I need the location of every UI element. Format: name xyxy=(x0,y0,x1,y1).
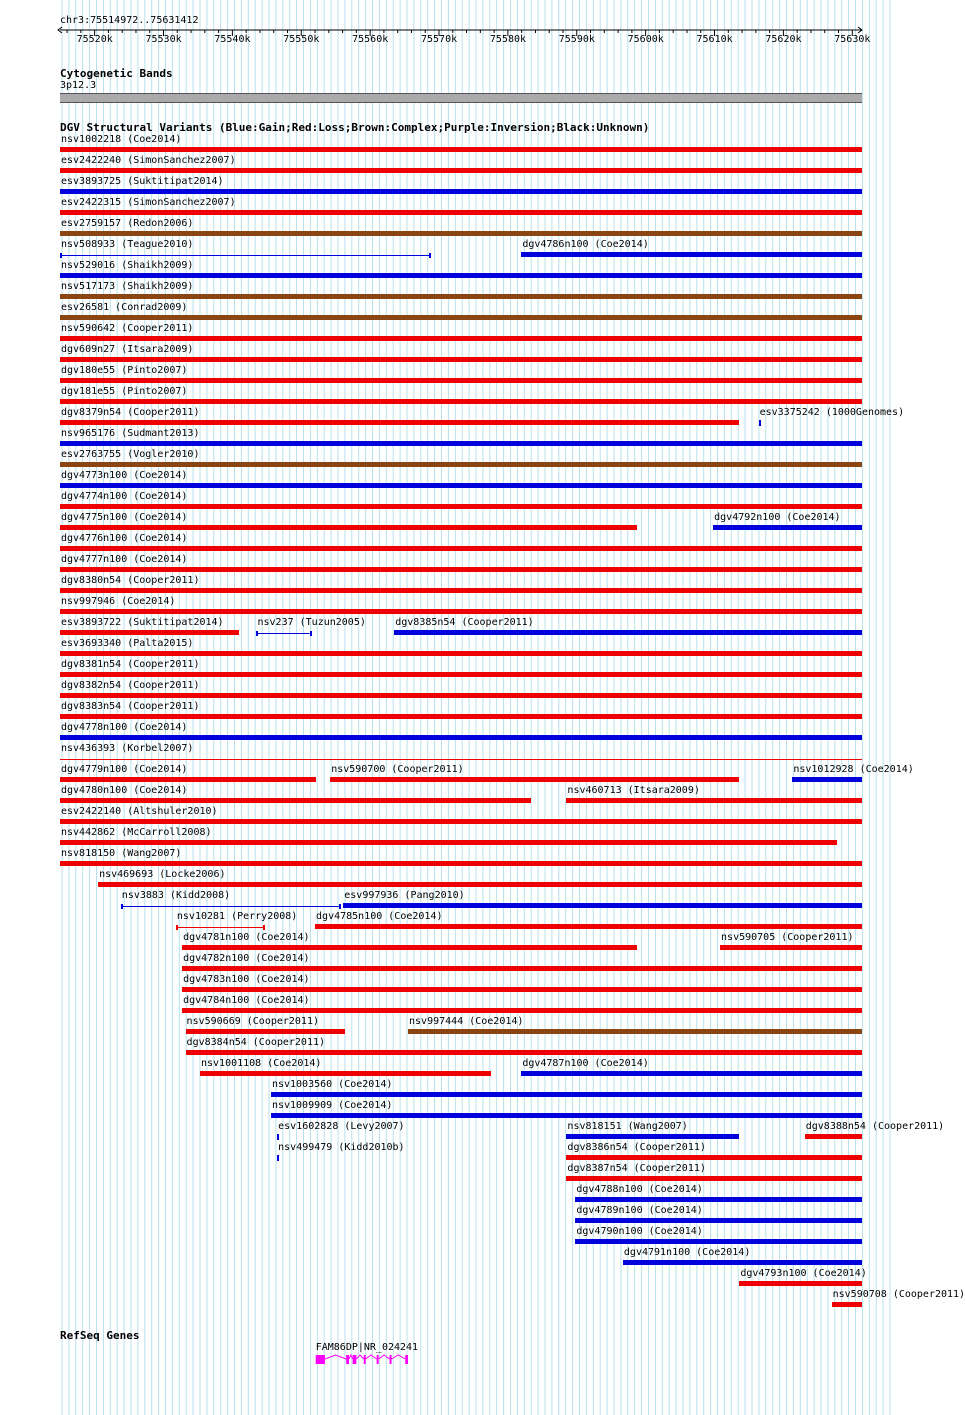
variant-label: esv2759157 (Redon2006) xyxy=(61,218,194,229)
variant-label: nsv1009909 (Coe2014) xyxy=(271,1100,393,1111)
variant-label: dgv8380n54 (Cooper2011) xyxy=(61,575,200,586)
variant-label: nsv517173 (Shaikh2009) xyxy=(61,281,194,292)
ruler-tick-label: 75560k xyxy=(352,34,389,45)
variant-label: nsv529016 (Shaikh2009) xyxy=(61,260,194,271)
variant-label: nsv590642 (Cooper2011) xyxy=(61,323,194,334)
variant-label: dgv4781n100 (Coe2014) xyxy=(183,932,310,943)
variant-label: nsv3883 (Kidd2008) xyxy=(121,890,231,901)
variant-label: dgv4780n100 (Coe2014) xyxy=(61,785,188,796)
variant-label: dgv4779n100 (Coe2014) xyxy=(61,764,188,775)
gene-exon xyxy=(390,1355,392,1364)
gene-exon xyxy=(316,1355,325,1364)
variant-label: nsv460713 (Itsara2009) xyxy=(567,785,700,796)
variant-label: nsv590669 (Cooper2011) xyxy=(186,1016,319,1027)
variant-label: dgv4790n100 (Coe2014) xyxy=(576,1226,703,1237)
variant-label: nsv1001108 (Coe2014) xyxy=(201,1058,322,1069)
variant-label: nsv818150 (Wang2007) xyxy=(61,848,182,859)
gene-label: FAM86DP|NR_024241 xyxy=(315,1342,419,1353)
cytoband-track-title: Cytogenetic Bands xyxy=(60,67,173,80)
variant-label: dgv4775n100 (Coe2014) xyxy=(61,512,188,523)
variant-label: dgv4777n100 (Coe2014) xyxy=(61,554,188,565)
gene-exon xyxy=(377,1355,379,1364)
variant-label: esv2763755 (Vogler2010) xyxy=(61,449,200,460)
variant-label: nsv436393 (Korbel2007) xyxy=(61,743,194,754)
variant-label: esv2422140 (Altshuler2010) xyxy=(61,806,218,817)
variant-label: dgv4788n100 (Coe2014) xyxy=(576,1184,703,1195)
ruler-tick-label: 75610k xyxy=(696,34,733,45)
ruler-tick-label: 75540k xyxy=(214,34,251,45)
variant-label: esv3893725 (Suktitipat2014) xyxy=(61,176,224,187)
variant-label: nsv469693 (Locke2006) xyxy=(99,869,226,880)
variant-label: dgv8385n54 (Cooper2011) xyxy=(395,617,534,628)
ruler-tick-label: 75620k xyxy=(765,34,802,45)
variant-label: esv3893722 (Suktitipat2014) xyxy=(61,617,224,628)
gene-exon xyxy=(364,1355,366,1364)
variant-label: dgv4786n100 (Coe2014) xyxy=(522,239,649,250)
variant-label: nsv590705 (Cooper2011) xyxy=(721,932,854,943)
variant-label: nsv1002218 (Coe2014) xyxy=(61,134,182,145)
variant-label: nsv237 (Tuzun2005) xyxy=(257,617,366,628)
gene-exon xyxy=(353,1355,357,1364)
variant-label: dgv8379n54 (Cooper2011) xyxy=(61,407,200,418)
ruler-tick-label: 75530k xyxy=(145,34,182,45)
variant-label: dgv4784n100 (Coe2014) xyxy=(183,995,310,1006)
dgv-track-title: DGV Structural Variants (Blue:Gain;Red:Loss;Brown:Complex;Purple:Inversion;Black:Unknown) xyxy=(60,121,650,134)
gene-exon xyxy=(405,1355,408,1364)
refseq-track-title: RefSeq Genes xyxy=(60,1329,140,1342)
variant-label: dgv4787n100 (Coe2014) xyxy=(522,1058,649,1069)
ruler-tick-label: 75570k xyxy=(421,34,458,45)
variant-label: dgv4778n100 (Coe2014) xyxy=(61,722,188,733)
variant-label: nsv1003560 (Coe2014) xyxy=(271,1079,393,1090)
variant-label: dgv4792n100 (Coe2014) xyxy=(714,512,841,523)
variant-label: dgv4773n100 (Coe2014) xyxy=(61,470,188,481)
gene-intron xyxy=(378,1355,389,1359)
gene-intron xyxy=(391,1355,405,1359)
variant-label: nsv442862 (McCarroll2008) xyxy=(61,827,212,838)
variant-label: esv3375242 (1000Genomes) xyxy=(759,407,905,418)
variant-label: nsv965176 (Sudmant2013) xyxy=(61,428,200,439)
variant-label: nsv508933 (Teague2010) xyxy=(61,239,194,250)
ruler-tick-label: 75580k xyxy=(489,34,527,45)
ruler-tick-label: 75550k xyxy=(283,34,320,45)
variant-label: esv1602828 (Levy2007) xyxy=(278,1121,405,1132)
variant-label: dgv8387n54 (Cooper2011) xyxy=(567,1163,706,1174)
variant-label: esv2422240 (SimonSanchez2007) xyxy=(61,155,236,166)
ruler-tick-label: 75590k xyxy=(558,34,595,45)
variant-label: esv3693340 (Palta2015) xyxy=(61,638,194,649)
variant-label: nsv499479 (Kidd2010b) xyxy=(278,1142,405,1153)
ruler-position-label: chr3:75514972..75631412 xyxy=(60,15,199,26)
variant-label: dgv4782n100 (Coe2014) xyxy=(183,953,310,964)
variant-label: dgv8384n54 (Cooper2011) xyxy=(186,1037,326,1048)
variant-label: dgv8382n54 (Cooper2011) xyxy=(61,680,200,691)
cytoband-label: 3p12.3 xyxy=(60,80,97,91)
gene-exon xyxy=(346,1355,349,1364)
variant-label: dgv4785n100 (Coe2014) xyxy=(316,911,443,922)
variant-label: dgv4791n100 (Coe2014) xyxy=(623,1247,751,1258)
variant-label: esv2422315 (SimonSanchez2007) xyxy=(61,197,236,208)
variant-label: esv997936 (Pang2010) xyxy=(344,890,465,901)
ruler-tick-label: 75600k xyxy=(627,34,664,45)
ruler-tick-label: 75520k xyxy=(76,34,113,45)
variant-label: dgv609n27 (Itsara2009) xyxy=(61,344,194,355)
ruler-tick-label: 75630k xyxy=(834,34,871,45)
variant-label: nsv10281 (Perry2008) xyxy=(176,911,298,922)
gene-intron xyxy=(356,1355,363,1359)
variant-label: nsv590700 (Cooper2011) xyxy=(331,764,464,775)
variant-label: dgv4774n100 (Coe2014) xyxy=(61,491,188,502)
gene-intron xyxy=(325,1355,346,1359)
variant-label: dgv4793n100 (Coe2014) xyxy=(740,1268,867,1279)
variant-label: nsv590708 (Cooper2011) xyxy=(832,1289,965,1300)
variant-label: dgv4783n100 (Coe2014) xyxy=(183,974,310,985)
variant-label: dgv181e55 (Pinto2007) xyxy=(61,386,188,397)
variant-label: dgv8383n54 (Cooper2011) xyxy=(61,701,200,712)
variant-label: dgv8381n54 (Cooper2011) xyxy=(61,659,200,670)
variant-label: dgv8386n54 (Cooper2011) xyxy=(567,1142,706,1153)
variant-label: dgv4776n100 (Coe2014) xyxy=(61,533,188,544)
variant-label: dgv180e55 (Pinto2007) xyxy=(61,365,188,376)
variant-label: nsv997444 (Coe2014) xyxy=(409,1016,524,1027)
variant-label: nsv1012928 (Coe2014) xyxy=(793,764,914,775)
gene-intron xyxy=(349,1355,353,1359)
variant-label: nsv997946 (Coe2014) xyxy=(61,596,176,607)
variant-label: esv26581 (Conrad2009) xyxy=(61,302,188,313)
gene-intron xyxy=(366,1355,377,1359)
variant-label: nsv818151 (Wang2007) xyxy=(567,1121,688,1132)
variant-label: dgv8388n54 (Cooper2011) xyxy=(805,1121,945,1132)
variant-label: dgv4789n100 (Coe2014) xyxy=(576,1205,703,1216)
